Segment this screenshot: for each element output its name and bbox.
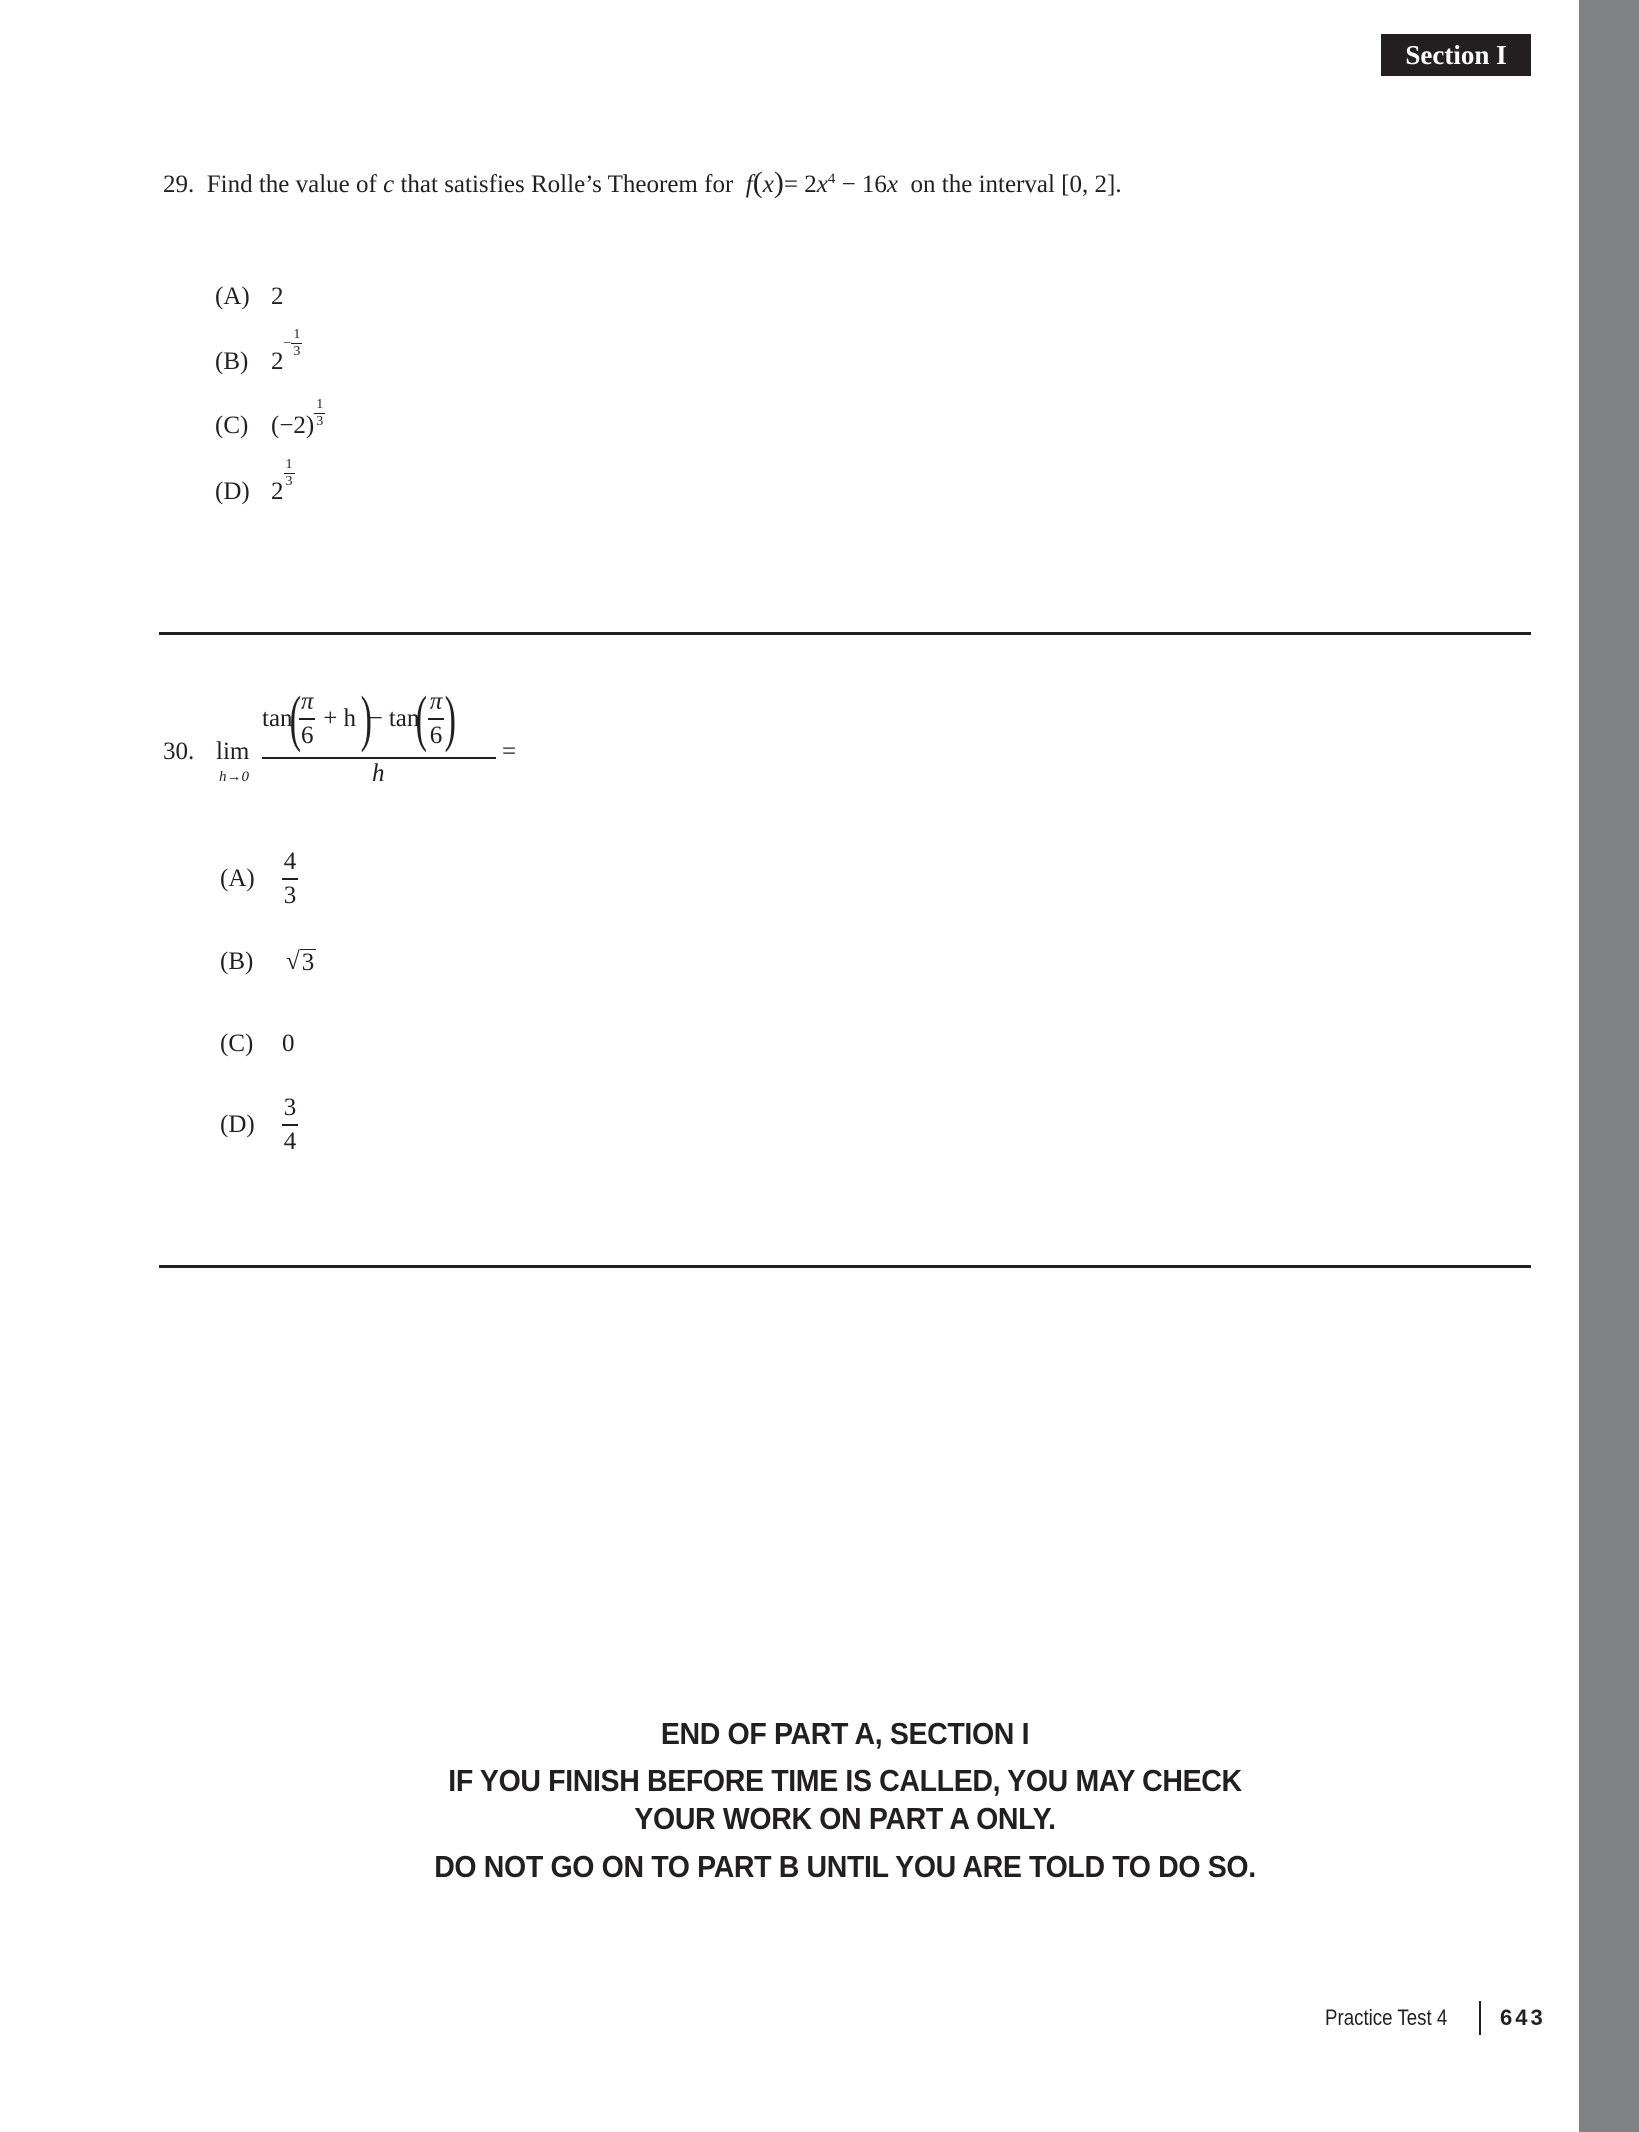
question-number: 29. — [163, 171, 195, 198]
pi-over-6: $\frac{\pi}{6}$ — [429, 688, 443, 749]
option-30-a[interactable]: (A) $\frac{4}{3}$ — [220, 848, 297, 909]
lim-operator: lim — [216, 738, 250, 765]
footer-label: Practice Test 4 — [1325, 2005, 1448, 2030]
limit-denominator: h — [372, 760, 385, 787]
option-30-c[interactable]: (C) 0 — [220, 1030, 295, 1057]
section-badge: Section I — [1381, 34, 1531, 76]
option-29-c[interactable]: (C) (−2) $\frac{1}{3}$ — [215, 397, 324, 439]
exponent-fraction: $\frac{1}{3}$ — [293, 327, 301, 359]
pi-over-6: $\frac{\pi}{6}$ — [300, 688, 314, 749]
question-30-number: 30. — [163, 738, 195, 765]
lim-subscript: h→0 — [219, 769, 249, 785]
question-29-stem: 29. Find the value of c that satisfies Rolle’s Theorem for $f(x)= 2x^4 - 16x$ on the interval [0, 2]. — [163, 166, 1122, 199]
fraction-4-3: $\frac{4}{3}$ — [283, 848, 297, 909]
option-30-b[interactable]: (B) √ 3 — [220, 948, 315, 976]
end-instruction-line: YOUR WORK ON PART A ONLY. — [634, 1801, 1056, 1836]
exponent-fraction: $\frac{1}{3}$ — [316, 397, 324, 429]
fraction-3-4: $\frac{3}{4}$ — [283, 1094, 297, 1155]
exponent-fraction: $\frac{1}{3}$ — [285, 457, 293, 489]
end-of-part-heading: END OF PART A, SECTION I — [660, 1716, 1030, 1751]
option-29-b[interactable]: (B) 2− $\frac{1}{3}$ — [215, 327, 301, 375]
square-root: √ 3 — [286, 948, 315, 976]
fraction-bar — [262, 757, 496, 759]
section-divider — [159, 1265, 1531, 1268]
function-expression: $f(x)= 2x^4 - 16x$ — [745, 166, 899, 199]
option-29-a[interactable]: (A) 2 — [215, 283, 284, 310]
option-29-d[interactable]: (D) 2 $\frac{1}{3}$ — [215, 457, 293, 505]
end-instruction-line: DO NOT GO ON TO PART B UNTIL YOU ARE TOLD TO DO SO. — [434, 1849, 1256, 1884]
page-edge-tab — [1579, 0, 1639, 2132]
section-divider — [159, 632, 1531, 635]
end-instruction-line: IF YOU FINISH BEFORE TIME IS CALLED, YOU MAY CHECK — [448, 1763, 1242, 1798]
equals-sign: = — [502, 738, 517, 765]
page-number: 643 — [1500, 2005, 1546, 2030]
option-30-d[interactable]: (D) $\frac{3}{4}$ — [220, 1094, 297, 1155]
footer-divider — [1479, 2001, 1481, 2035]
limit-numerator: tan ( $\frac{\pi}{6}$ + h ) − tan ( $\frac{\pi}{6}$ ) — [262, 685, 457, 753]
